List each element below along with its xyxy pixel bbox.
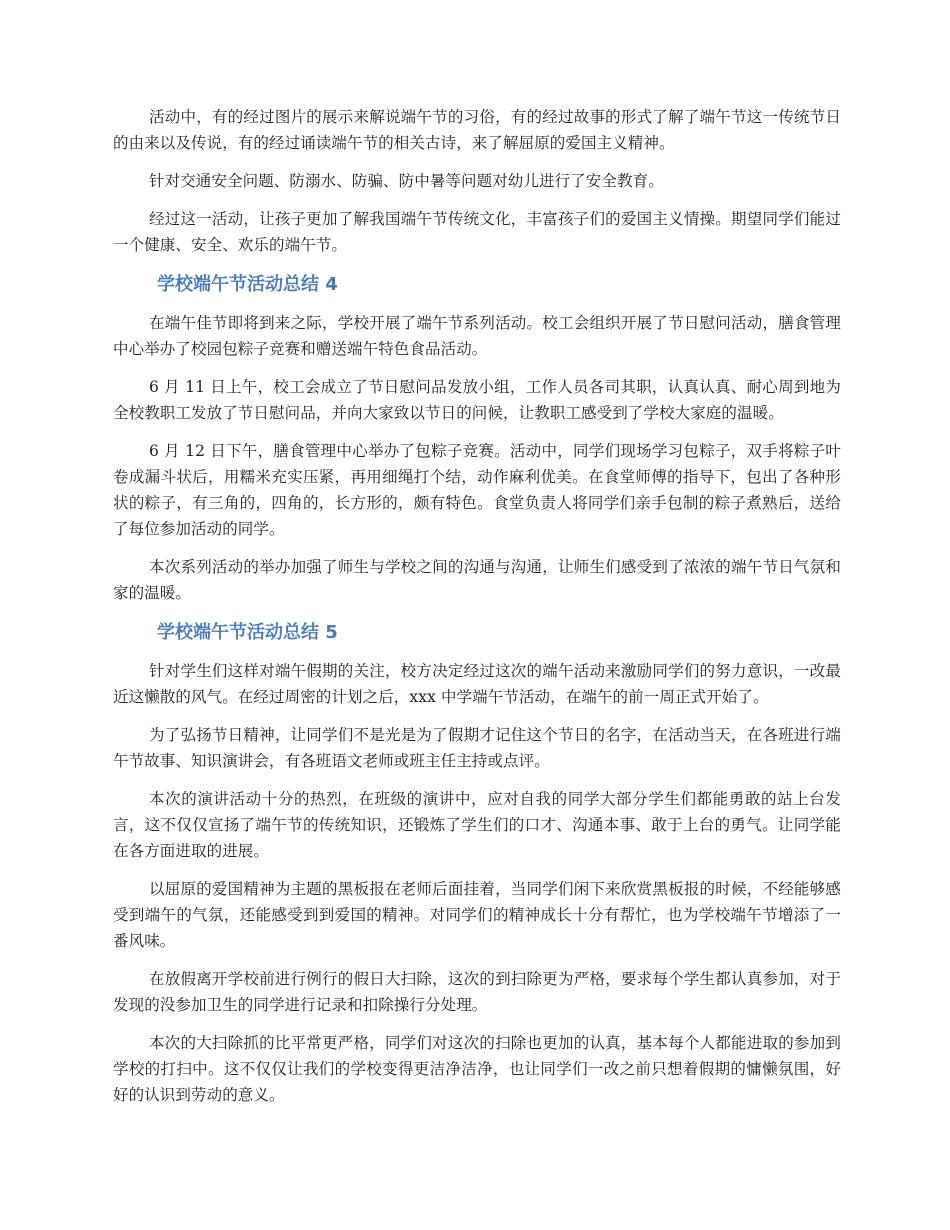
paragraph: 在放假离开学校前进行例行的假日大扫除，这次的到扫除更为严格，要求每个学生都认真参加，对于发现的没参加卫生的同学进行记录和扣除操行分处理。	[113, 970, 841, 1014]
paragraph: 活动中，有的经过图片的展示来解说端午节的习俗，有的经过故事的形式了解了端午节这一传统节日的由来以及传说，有的经过诵读端午节的相关古诗，来了解屈原的爱国主义精神。	[113, 108, 841, 152]
paragraph: 本次的大扫除抓的比平常更严格，同学们对这次的扫除也更加的认真，基本每个人都能进取的参加到学校的打扫中。这不仅仅让我们的学校变得更洁净洁净，也让同学们一改之前只想着假期的慵懒氛围，好好的认识到劳动的意义。	[113, 1034, 841, 1104]
section-heading: 学校端午节活动总结 4	[157, 274, 338, 295]
paragraph: 以屈原的爱国精神为主题的黑板报在老师后面挂着，当同学们闲下来欣赏黑板报的时候，不经能够感受到端午的气氛，还能感受到到爱国的精神。对同学们的精神成长十分有帮忙，也为学校端午节增添了一番风味。	[113, 880, 841, 950]
paragraph: 经过这一活动，让孩子更加了解我国端午节传统文化，丰富孩子们的爱国主义情操。期望同学们能过一个健康、安全、欢乐的端午节。	[113, 210, 841, 254]
paragraph: 为了弘扬节日精神，让同学们不是光是为了假期才记住这个节日的名字，在活动当天，在各班进行端午节故事、知识演讲会，有各班语文老师或班主任主持或点评。	[113, 726, 841, 770]
paragraph: 在端午佳节即将到来之际，学校开展了端午节系列活动。校工会组织开展了节日慰问活动，膳食管理中心举办了校园包粽子竞赛和赠送端午特色食品活动。	[113, 314, 841, 358]
document-page	[113, 104, 841, 1120]
paragraph: 针对学生们这样对端午假期的关注，校方决定经过这次的端午活动来激励同学们的努力意识，一改最近这懒散的风气。在经过周密的计划之后，xxx 中学端午节活动，在端午的前一周正式开始了。	[113, 662, 841, 706]
section-heading: 学校端午节活动总结 5	[157, 622, 338, 643]
paragraph: 6 月 11 日上午，校工会成立了节日慰问品发放小组，工作人员各司其职，认真认真、耐心周到地为全校教职工发放了节日慰问品，并向大家致以节日的问候，让教职工感受到了学校大家庭的温暖。	[113, 378, 841, 422]
paragraph: 针对交通安全问题、防溺水、防骗、防中暑等问题对幼儿进行了安全教育。	[149, 172, 664, 190]
paragraph: 本次系列活动的举办加强了师生与学校之间的沟通与沟通，让师生们感受到了浓浓的端午节日气氛和家的温暖。	[113, 558, 841, 602]
paragraph: 6 月 12 日下午，膳食管理中心举办了包粽子竞赛。活动中，同学们现场学习包粽子，双手将粽子叶卷成漏斗状后，用糯米充实压紧，再用细绳打个结，动作麻利优美。在食堂师傅的指导下，包出了各种形状的粽子，有三角的，四角的，长方形的，颇有特色。食堂负责人将同学们亲手包制的粽子煮熟后，送给了每位参加活动的同学。	[113, 442, 841, 538]
paragraph: 本次的演讲活动十分的热烈，在班级的演讲中，应对自我的同学大部分学生们都能勇敢的站上台发言，这不仅仅宣扬了端午节的传统知识，还锻炼了学生们的口才、沟通本事、敢于上台的勇气。让同学能在各方面进取的进展。	[113, 790, 841, 860]
